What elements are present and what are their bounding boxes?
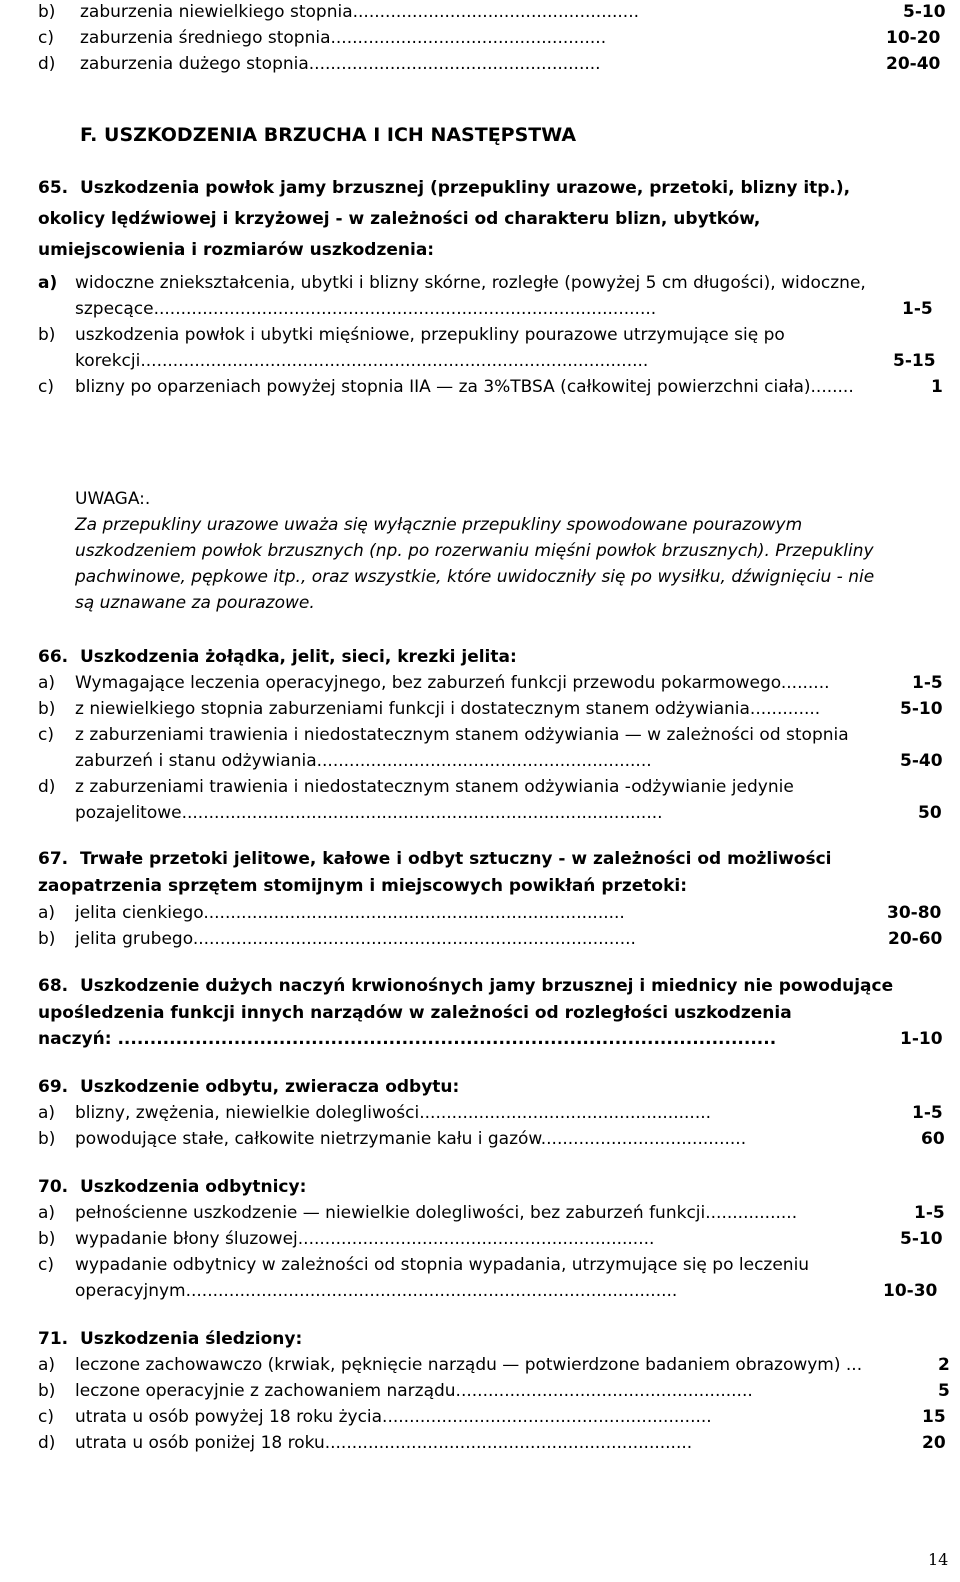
list-item-text: operacyjnym........................................................................................... bbox=[75, 1281, 678, 1301]
paragraph-heading: zaopatrzenia sprzętem stomijnym i miejscowych powikłań przetoki: bbox=[38, 876, 688, 896]
section-title: F. USZKODZENIA BRZUCHA I ICH NASTĘPSTWA bbox=[80, 124, 577, 146]
list-item-text: z zaburzeniami trawienia i niedostatecznym stanem odżywiania -odżywianie jedynie bbox=[75, 777, 794, 797]
list-item-letter: b) bbox=[38, 1381, 56, 1401]
paragraph-heading: okolicy lędźwiowej i krzyżowej - w zależności od charakteru blizn, ubytków, bbox=[38, 209, 761, 229]
paragraph-number: 70. bbox=[38, 1177, 69, 1197]
list-item-value: 5-15 bbox=[893, 351, 936, 371]
paragraph-heading: Uszkodzenia śledziony: bbox=[80, 1329, 303, 1349]
page-number: 14 bbox=[928, 1550, 949, 1569]
list-item-value: 2 bbox=[938, 1355, 950, 1375]
paragraph-number: 65. bbox=[38, 178, 69, 198]
list-item-value: 15 bbox=[922, 1407, 946, 1427]
list-item-text: szpecące............................................................................................. bbox=[75, 299, 657, 319]
list-item-letter: b) bbox=[38, 325, 56, 345]
list-item-value: 5 bbox=[938, 1381, 950, 1401]
list-item-text: utrata u osób poniżej 18 roku.................................................................... bbox=[75, 1433, 693, 1453]
list-item-letter: c) bbox=[38, 1255, 54, 1275]
list-item-value: 10-20 bbox=[886, 28, 941, 48]
list-item-value: 60 bbox=[921, 1129, 945, 1149]
list-item-text: zaburzenia niewielkiego stopnia..................................................... bbox=[80, 2, 640, 22]
list-item-text: zaburzeń i stanu odżywiania.............................................................. bbox=[75, 751, 652, 771]
list-item-letter: c) bbox=[38, 377, 54, 397]
list-item-text: leczone operacyjnie z zachowaniem narządu....................................................... bbox=[75, 1381, 753, 1401]
paragraph-heading: umiejscowienia i rozmiarów uszkodzenia: bbox=[38, 240, 435, 260]
list-item-text: jelita cienkiego.............................................................................. bbox=[75, 903, 625, 923]
list-item-text: utrata u osób powyżej 18 roku życia............................................................. bbox=[75, 1407, 712, 1427]
list-item-text: blizny, zwężenia, niewielkie dolegliwości...................................................... bbox=[75, 1103, 712, 1123]
paragraph-heading: Trwałe przetoki jelitowe, kałowe i odbyt sztuczny - w zależności od możliwości bbox=[80, 849, 832, 869]
note-text: pachwinowe, pępkowe itp., oraz wszystkie, które uwidoczniły się po wysiłku, dźwignięciu - nie bbox=[75, 567, 875, 587]
list-item-text: pełnościenne uszkodzenie — niewielkie dolegliwości, bez zaburzeń funkcji................. bbox=[75, 1203, 798, 1223]
list-item-letter: a) bbox=[38, 903, 56, 923]
note-text: Za przepukliny urazowe uważa się wyłącznie przepukliny spowodowane pourazowym bbox=[75, 515, 803, 535]
list-item-text: Wymagające leczenia operacyjnego, bez zaburzeń funkcji przewodu pokarmowego......... bbox=[75, 673, 830, 693]
list-item-letter: a) bbox=[38, 273, 58, 293]
list-item-value: 1 bbox=[931, 377, 943, 397]
paragraph-value: 1-10 bbox=[900, 1029, 943, 1049]
list-item-value: 1-5 bbox=[912, 673, 943, 693]
list-item-text: uszkodzenia powłok i ubytki mięśniowe, przepukliny pourazowe utrzymujące się po bbox=[75, 325, 785, 345]
list-item-value: 10-30 bbox=[883, 1281, 938, 1301]
list-item-value: 20-60 bbox=[888, 929, 943, 949]
list-item-text: zaburzenia dużego stopnia...................................................... bbox=[80, 54, 601, 74]
list-item-text: widoczne zniekształcenia, ubytki i blizny skórne, rozległe (powyżej 5 cm długości), widoczne, bbox=[75, 273, 866, 293]
list-item-letter: d) bbox=[38, 1433, 56, 1453]
paragraph-heading: Uszkodzenie dużych naczyń krwionośnych jamy brzusznej i miednicy nie powodujące bbox=[80, 976, 894, 996]
list-item-text: korekcji.............................................................................................. bbox=[75, 351, 649, 371]
paragraph-heading: Uszkodzenia powłok jamy brzusznej (przepukliny urazowe, przetoki, blizny itp.), bbox=[80, 178, 851, 198]
paragraph-heading: upośledzenia funkcji innych narządów w zależności od rozległości uszkodzenia bbox=[38, 1003, 792, 1023]
list-item-value: 20 bbox=[922, 1433, 946, 1453]
list-item-value: 5-10 bbox=[900, 1229, 943, 1249]
list-item-text: wypadanie odbytnicy w zależności od stopnia wypadania, utrzymujące się po leczeniu bbox=[75, 1255, 810, 1275]
list-item-letter: c) bbox=[38, 725, 54, 745]
list-item-letter: b) bbox=[38, 2, 56, 22]
list-item-value: 20-40 bbox=[886, 54, 941, 74]
list-item-letter: c) bbox=[38, 1407, 54, 1427]
list-item-letter: b) bbox=[38, 699, 56, 719]
list-item-value: 5-10 bbox=[900, 699, 943, 719]
paragraph-heading: Uszkodzenie odbytu, zwieracza odbytu: bbox=[80, 1077, 460, 1097]
paragraph-number: 66. bbox=[38, 647, 69, 667]
list-item-text: pozajelitowe......................................................................................... bbox=[75, 803, 663, 823]
list-item-value: 50 bbox=[918, 803, 942, 823]
list-item-text: powodujące stałe, całkowite nietrzymanie kału i gazów...................................... bbox=[75, 1129, 747, 1149]
paragraph-heading: Uszkodzenia odbytnicy: bbox=[80, 1177, 307, 1197]
list-item-value: 1-5 bbox=[912, 1103, 943, 1123]
list-item-value: 5-40 bbox=[900, 751, 943, 771]
list-item-text: leczone zachowawczo (krwiak, pęknięcie narządu — potwierdzone badaniem obrazowym) ... bbox=[75, 1355, 863, 1375]
note-text: są uznawane za pourazowe. bbox=[75, 593, 315, 613]
list-item-letter: a) bbox=[38, 1355, 56, 1375]
list-item-letter: c) bbox=[38, 28, 54, 48]
list-item-text: jelita grubego.................................................................................. bbox=[75, 929, 636, 949]
note-text: uszkodzeniem powłok brzusznych (np. po rozerwaniu mięśni powłok brzusznych). Przepukliny bbox=[75, 541, 874, 561]
list-item-letter: d) bbox=[38, 777, 56, 797]
paragraph-number: 67. bbox=[38, 849, 69, 869]
list-item-text: blizny po oparzeniach powyżej stopnia IIA — za 3%TBSA (całkowitej powierzchni ciała)........ bbox=[75, 377, 854, 397]
list-item-letter: b) bbox=[38, 1129, 56, 1149]
paragraph-number: 71. bbox=[38, 1329, 69, 1349]
list-item-text: zaburzenia średniego stopnia................................................... bbox=[80, 28, 607, 48]
list-item-text: wypadanie błony śluzowej.................................................................. bbox=[75, 1229, 655, 1249]
list-item-value: 1-5 bbox=[902, 299, 933, 319]
list-item-text: z zaburzeniami trawienia i niedostatecznym stanem odżywiania — w zależności od stopnia bbox=[75, 725, 849, 745]
list-item-value: 1-5 bbox=[914, 1203, 945, 1223]
list-item-text: z niewielkiego stopnia zaburzeniami funkcji i dostatecznym stanem odżywiania............. bbox=[75, 699, 821, 719]
list-item-letter: b) bbox=[38, 1229, 56, 1249]
list-item-letter: d) bbox=[38, 54, 56, 74]
list-item-letter: b) bbox=[38, 929, 56, 949]
paragraph-number: 69. bbox=[38, 1077, 69, 1097]
list-item-value: 5-10 bbox=[903, 2, 946, 22]
list-item-value: 30-80 bbox=[887, 903, 942, 923]
note-label: UWAGA:. bbox=[75, 489, 151, 509]
paragraph-heading: naczyń: ...................................................................................................... bbox=[38, 1029, 777, 1049]
list-item-letter: a) bbox=[38, 1103, 56, 1123]
list-item-letter: a) bbox=[38, 1203, 56, 1223]
paragraph-number: 68. bbox=[38, 976, 69, 996]
paragraph-heading: Uszkodzenia żołądka, jelit, sieci, krezki jelita: bbox=[80, 647, 517, 667]
list-item-letter: a) bbox=[38, 673, 56, 693]
